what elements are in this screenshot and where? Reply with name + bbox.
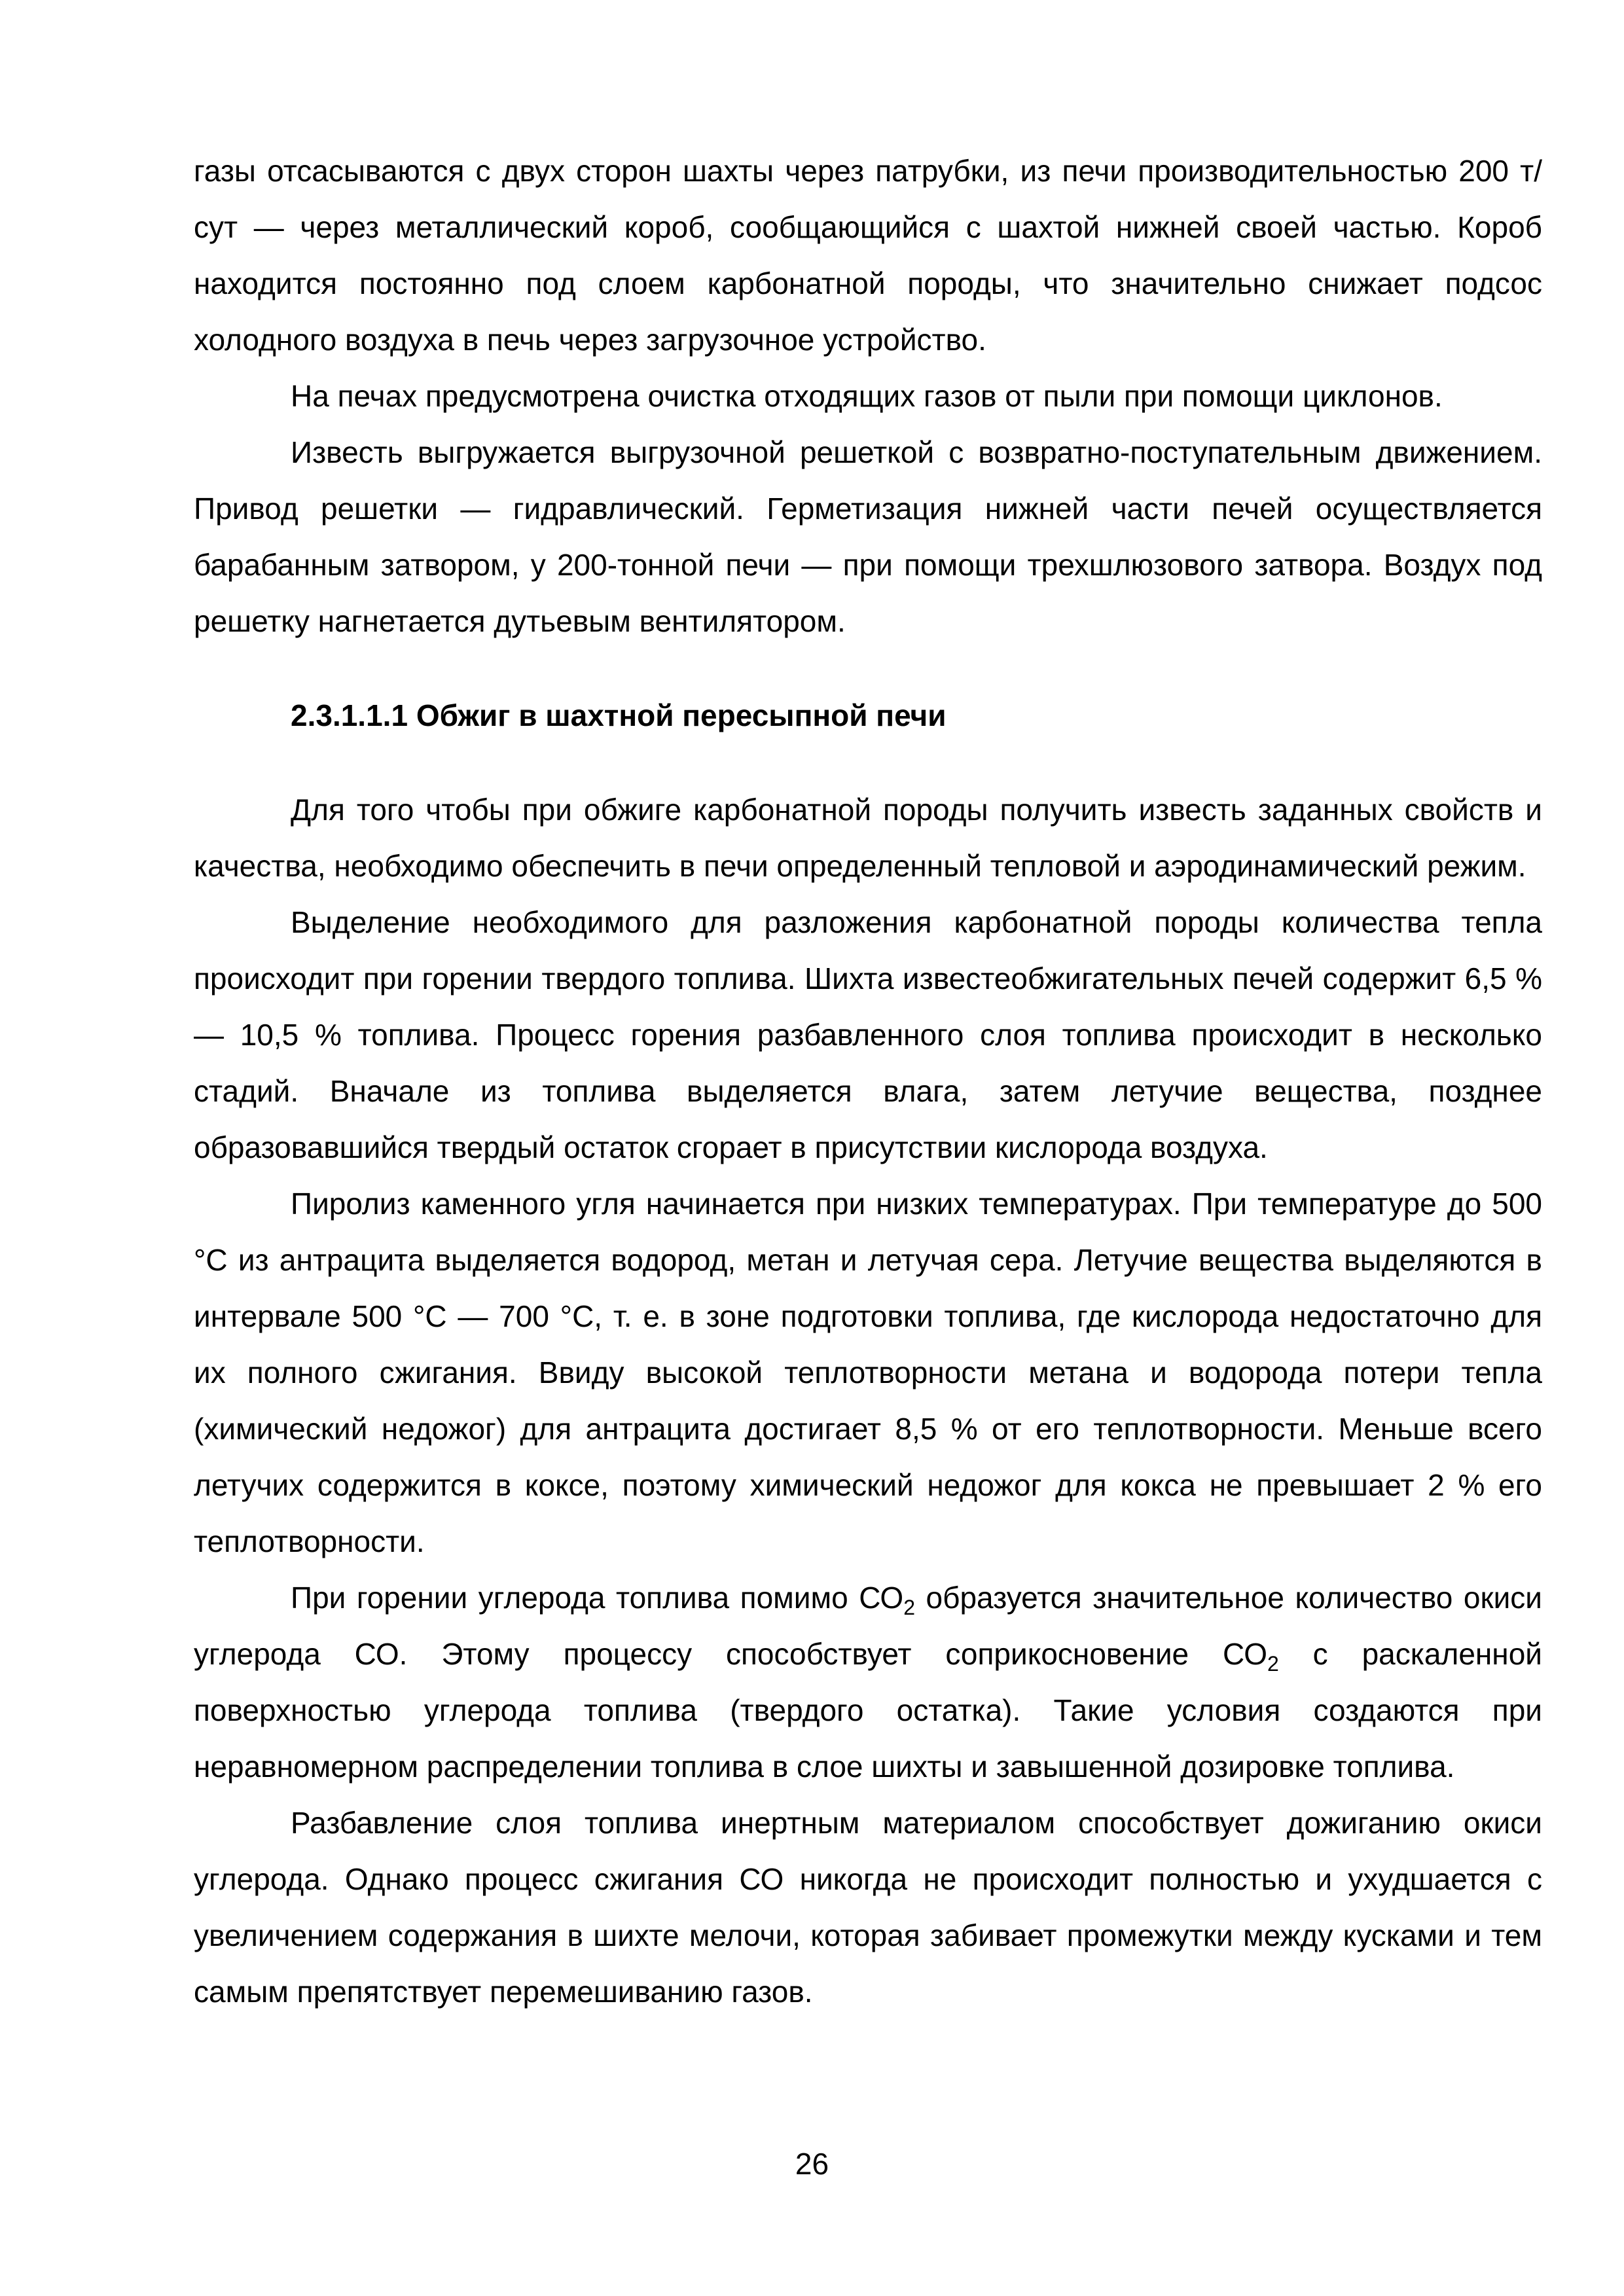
paragraph-carbon-monoxide: [194, 1570, 1542, 1795]
document-page: [194, 143, 1542, 2020]
subscript-2: 2: [1267, 1652, 1279, 1676]
co2-text-part2: образуется значительное количество окиси углерода СО. Этому процессу способствует соприкосновение СО: [194, 1581, 1542, 1671]
paragraph-cyclone-cleaning: На печах предусмотрена очистка отходящих газов от пыли при помощи циклонов.: [291, 379, 1443, 413]
paragraph-heat-release: Выделение необходимого для разложения карбонатной породы количества тепла происходит при горении твердого топлива. Шихта известеобжигательных печей содержит 6,5 % — 10,5 % топлива. Процесс горения разбавленного слоя топлива происходит в несколько стадий. Вначале из топлива выделяется влага, затем летучие вещества, позднее образовавшийся твердый остаток сгорает в присутствии кислорода воздуха.: [194, 905, 1542, 1164]
paragraph-lime-unloading: Известь выгружается выгрузочной решеткой с возвратно-поступательным движением. Привод решетки — гидравлический. Герметизация нижней части печей осуществляется барабанным затвором, у 200-тонной печи — при помощи трехшлюзового затвора. Воздух под решетку нагнетается дутьевым вентилятором.: [194, 435, 1542, 638]
co2-text-part1: При горении углерода топлива помимо СО: [291, 1581, 904, 1615]
subscript-2: 2: [903, 1596, 915, 1620]
paragraph-fuel-dilution: Разбавление слоя топлива инертным материалом способствует дожиганию окиси углерода. Однако процесс сжигания СО никогда не происходит полностью и ухудшается с увеличением содержания в шихте мелочи, которая забивает промежутки между кусками и тем самым препятствует перемешиванию газов.: [194, 1806, 1542, 2009]
paragraph-gas-exhaust: газы отсасываются с двух сторон шахты через патрубки, из печи производительностью 200 т/сут — через металлический короб, сообщающийся с шахтой нижней своей частью. Короб находится постоянно под слоем карбонатной породы, что значительно снижает подсос холодного воздуха в печь через загрузочное устройство.: [194, 154, 1542, 357]
page-number: 26: [795, 2147, 829, 2181]
section-heading: 2.3.1.1.1 Обжиг в шахтной пересыпной печи: [291, 698, 947, 732]
co2-text-part3: с раскаленной поверхностью углерода топлива (твердого остатка). Такие условия создаются при неравномерном распределении топлива в слое шихты и завышенной дозировке топлива.: [194, 1637, 1542, 1784]
paragraph-coal-pyrolysis: Пиролиз каменного угля начинается при низких температурах. При температуре до 500 °С из антрацита выделяется водород, метан и летучая сера. Летучие вещества выделяются в интервале 500 °С — 700 °С, т. е. в зоне подготовки топлива, где кислорода недостаточно для их полного сжигания. Ввиду высокой теплотворности метана и водорода потери тепла (химический недожог) для антрацита достигает 8,5 % от его теплотворности. Меньше всего летучих содержится в коксе, поэтому химический недожог для кокса не превышает 2 % его теплотворности.: [194, 1187, 1542, 1558]
paragraph-thermal-regime: Для того чтобы при обжиге карбонатной породы получить известь заданных свойств и качества, необходимо обеспечить в печи определенный тепловой и аэродинамический режим.: [194, 793, 1542, 883]
